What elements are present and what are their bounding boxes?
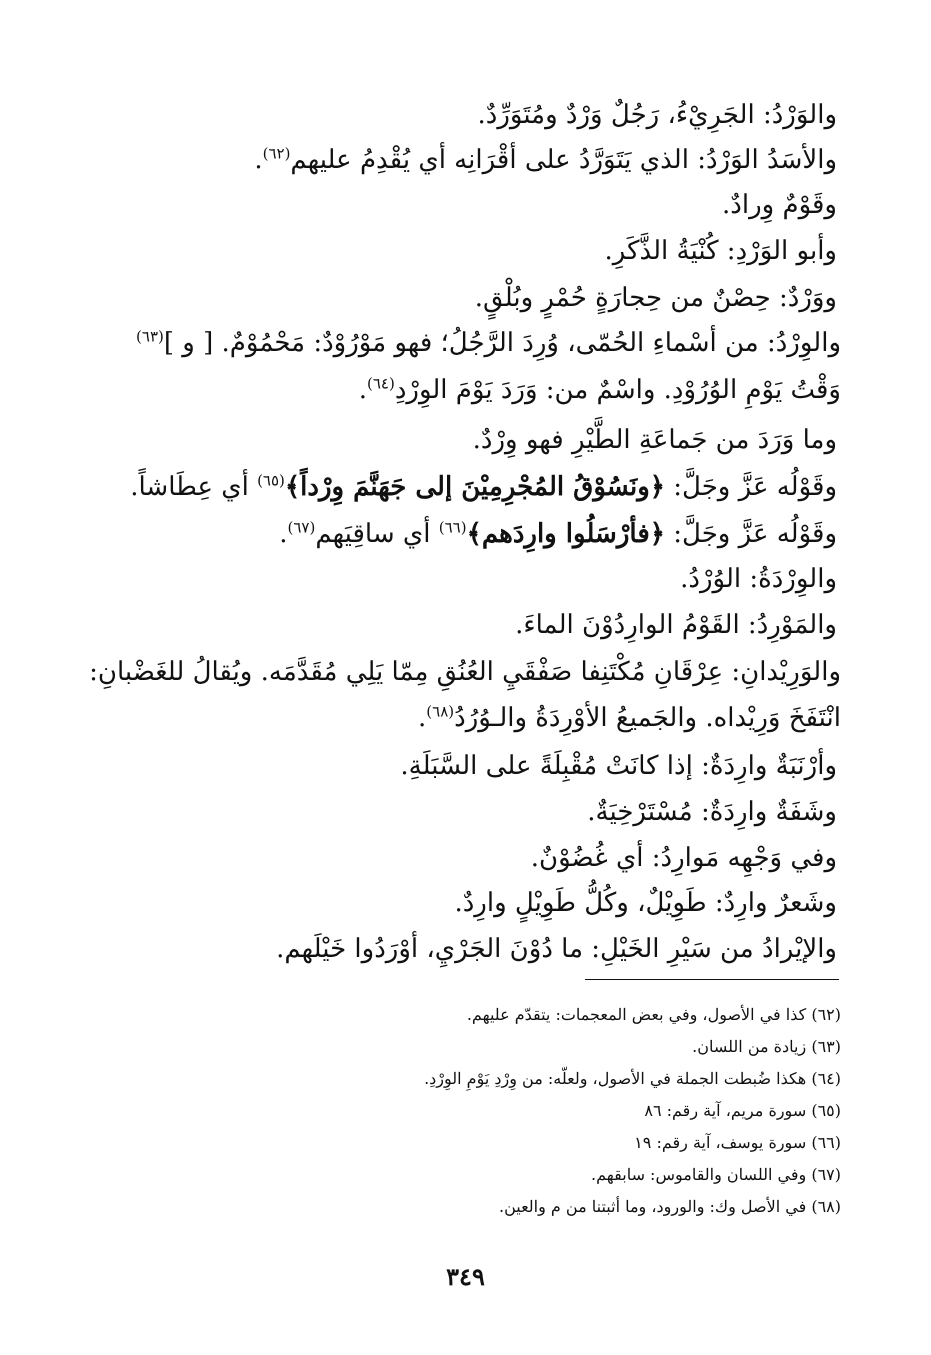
- text-line: [478, 95, 838, 135]
- text-line: [473, 420, 837, 460]
- footnote-ref: (٦٤): [366, 374, 395, 393]
- line-text: وشَعرٌ وارِدٌ: طَوِيْلٌ، وكُلُّ طَوِيْلٍ وارِدٌ.: [454, 888, 837, 918]
- line-text: والوَرْدُ: الجَرِيْءُ، رَجُلٌ وَرْدٌ ومُتَوَرِّدٌ.: [477, 100, 837, 130]
- footnote-ref: (٦٧): [287, 518, 316, 537]
- footnote-ref: (٦٥): [257, 471, 285, 490]
- footnote: (٦٤) هكذا ضُبطت الجملة في الأصول، ولعلّه: من وِرْدِ يَوْمِ الوِرْدِ.: [424, 1069, 841, 1088]
- text-line: [400, 746, 837, 786]
- text-line: [418, 698, 841, 738]
- footnote: (٦٥) سورة مريم، آية رقم: ٨٦: [644, 1101, 841, 1120]
- text-line: [359, 370, 841, 410]
- line-text: والأسَدُ الوَرْدُ: الذي يَتَوَرَّدُ على أقْرَانِه أي يُقْدِمُ عليهم: [290, 145, 837, 175]
- quran-quote: ﴿فأرْسَلُوا وارِدَهم﴾: [466, 519, 665, 549]
- line-text: وأبو الوَرْدِ: كُنْيَةُ الذَّكَرِ.: [604, 236, 837, 266]
- line-text: أي عِطَاشاً.: [130, 472, 249, 502]
- line-text: والوِرْدَةُ: الوُرْدُ.: [680, 564, 837, 594]
- line-text: وما وَرَدَ من جَماعَةِ الطَّيْرِ فهو وِرْدٌ.: [472, 425, 837, 455]
- line-text: وقَوْمٌ وِرادٌ.: [722, 190, 837, 220]
- text-line: [531, 838, 837, 878]
- text-line: [680, 559, 837, 599]
- text-line: [276, 929, 837, 969]
- line-text: .: [418, 703, 427, 733]
- footnote: (٦٣) زيادة من اللسان.: [692, 1037, 841, 1056]
- line-text: .: [254, 145, 263, 175]
- footnote-ref: (٦٢): [262, 144, 291, 163]
- footnote: (٦٧) وفي اللسان والقاموس: سابقهم.: [591, 1165, 841, 1184]
- line-text: ووَرْدٌ: حِصْنٌ من حِجارَةٍ حُمْرٍ وبُلْقٍ.: [474, 283, 837, 313]
- footnote-ref: (٦٨): [426, 702, 455, 721]
- line-text: .: [279, 519, 288, 549]
- line-text: والإيْرادُ من سَيْرِ الخَيْلِ: ما دُوْنَ الجَرْيِ، أوْرَدُوا خَيْلَهم.: [276, 934, 837, 964]
- text-line: [130, 467, 837, 507]
- line-text: وقَوْلُه عَزَّ وجَلَّ:: [673, 472, 837, 502]
- line-text: وَقْتُ يَوْمِ الوُرُوْدِ. واسْمٌ من: وَرَدَ يَوْمَ الوِرْدِ: [394, 375, 841, 405]
- footnote: (٦٢) كذا في الأصول، وفي بعض المعجمات: يتقدّم عليهم.: [466, 1005, 841, 1024]
- footnote: (٦٦) سورة يوسف، آية رقم: ١٩: [634, 1133, 841, 1152]
- text-line: [279, 514, 837, 554]
- line-text: والمَوْرِدُ: القَوْمُ الوارِدُوْنَ الماءَ.: [515, 610, 837, 640]
- line-text: وفي وَجْهِه مَوارِدُ: أي غُضُوْنٌ.: [530, 843, 837, 873]
- footnote-ref: (٦٣): [136, 327, 164, 346]
- line-text: وأرْنَبَةٌ وارِدَةٌ: إذا كانَتْ مُقْبِلَةً على السَّبَلَةِ.: [400, 751, 837, 781]
- text-line: [454, 883, 837, 923]
- line-text: والوِرْدُ: من أسْماءِ الحُمّى، وُرِدَ الرَّجُلُ؛ فهو مَوْرُوْدٌ: مَحْمُوْمٌ. [ و ]: [163, 328, 841, 358]
- line-text: أي ساقِيَهم: [315, 519, 431, 549]
- line-text: وقَوْلُه عَزَّ وجَلَّ:: [673, 519, 837, 549]
- quran-quote: ﴿ونَسُوْقُ المُجْرِمِيْنَ إلى جَهَنَّمَ وِرْداً﴾: [284, 472, 665, 502]
- page-number: ٣٤٩: [446, 1262, 485, 1291]
- text-line: [475, 278, 837, 318]
- footnote: (٦٨) في الأصل وك: والورود، وما أثبتنا من م والعين.: [498, 1197, 841, 1216]
- line-text: انْتَفَخَ وَرِيْداه. والجَميعُ الأوْرِدَةُ والـوُرُدُ: [454, 703, 841, 733]
- footnote-divider: [585, 979, 839, 980]
- text-line: [515, 605, 837, 645]
- text-line: [722, 185, 837, 225]
- line-text: وشَفَةٌ وارِدَةٌ: مُسْتَرْخِيَةٌ.: [587, 797, 837, 827]
- footnote-ref: (٦٦): [438, 518, 467, 537]
- text-line: [604, 231, 837, 271]
- line-text: .: [358, 375, 367, 405]
- text-line: [254, 140, 837, 180]
- text-line: [136, 323, 841, 363]
- line-text: والوَرِيْدانِ: عِرْقَانِ مُكْتَنِفا صَفْقَيِ العُنُقِ مِمّا يَلِي مُقَدَّمَه. ويُقالُ للغَضْبانِ:: [89, 657, 841, 687]
- text-line: [587, 792, 837, 832]
- text-line: [89, 652, 841, 692]
